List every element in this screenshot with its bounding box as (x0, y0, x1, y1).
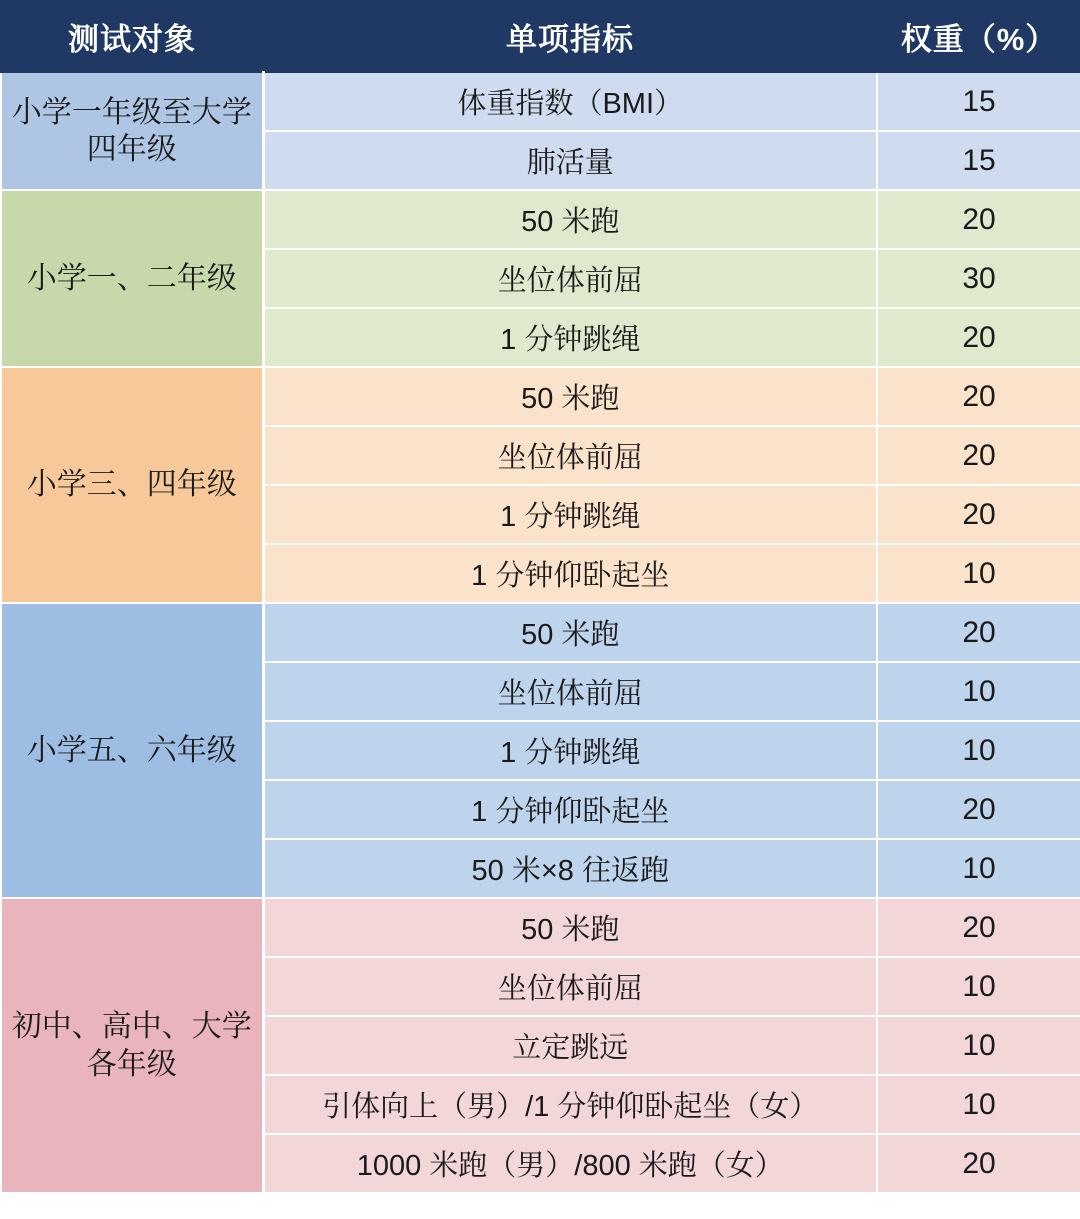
item-cell: 坐位体前屈 (263, 249, 877, 308)
table-row (1, 898, 1080, 957)
subject-cell: 小学一年级至大学四年级 (1, 72, 263, 190)
item-cell: 坐位体前屈 (263, 426, 877, 485)
subject-cell: 小学五、六年级 (1, 603, 263, 898)
item-cell: 立定跳远 (263, 1016, 877, 1075)
table-row (1, 367, 1080, 426)
weight-cell: 15 (877, 131, 1080, 190)
item-cell: 引体向上（男）/1 分钟仰卧起坐（女） (263, 1075, 877, 1134)
item-cell: 1 分钟跳绳 (263, 485, 877, 544)
item-cell: 1 分钟跳绳 (263, 721, 877, 780)
weight-cell: 10 (877, 662, 1080, 721)
item-cell: 坐位体前屈 (263, 957, 877, 1016)
weight-cell: 10 (877, 544, 1080, 603)
weight-cell: 10 (877, 1016, 1080, 1075)
weight-cell: 30 (877, 249, 1080, 308)
item-cell: 1000 米跑（男）/800 米跑（女） (263, 1134, 877, 1193)
weight-cell: 20 (877, 485, 1080, 544)
header-weight: 权重（%） (877, 1, 1080, 72)
table-header-row (1, 1, 1080, 72)
item-cell: 50 米跑 (263, 367, 877, 426)
weight-cell: 20 (877, 898, 1080, 957)
item-cell: 体重指数（BMI） (263, 72, 877, 131)
table-body (1, 72, 1080, 1193)
header-subject: 测试对象 (1, 1, 263, 72)
weight-cell: 10 (877, 1075, 1080, 1134)
weight-cell: 10 (877, 957, 1080, 1016)
item-cell: 50 米跑 (263, 603, 877, 662)
table-row (1, 72, 1080, 131)
subject-cell: 初中、高中、大学各年级 (1, 898, 263, 1193)
header-item: 单项指标 (263, 1, 877, 72)
table-row (1, 190, 1080, 249)
weight-cell: 20 (877, 367, 1080, 426)
table-header (1, 1, 1080, 72)
weight-cell: 15 (877, 72, 1080, 131)
item-cell: 50 米跑 (263, 190, 877, 249)
item-cell: 50 米×8 往返跑 (263, 839, 877, 898)
subject-cell: 小学一、二年级 (1, 190, 263, 367)
weight-cell: 10 (877, 721, 1080, 780)
item-cell: 1 分钟仰卧起坐 (263, 544, 877, 603)
weight-cell: 20 (877, 426, 1080, 485)
weight-cell: 20 (877, 308, 1080, 367)
item-cell: 肺活量 (263, 131, 877, 190)
item-cell: 50 米跑 (263, 898, 877, 957)
weight-cell: 20 (877, 1134, 1080, 1193)
item-cell: 坐位体前屈 (263, 662, 877, 721)
weight-cell: 20 (877, 190, 1080, 249)
weight-cell: 10 (877, 839, 1080, 898)
table-row (1, 603, 1080, 662)
item-cell: 1 分钟跳绳 (263, 308, 877, 367)
subject-cell: 小学三、四年级 (1, 367, 263, 603)
weight-cell: 20 (877, 603, 1080, 662)
weight-cell: 20 (877, 780, 1080, 839)
item-cell: 1 分钟仰卧起坐 (263, 780, 877, 839)
